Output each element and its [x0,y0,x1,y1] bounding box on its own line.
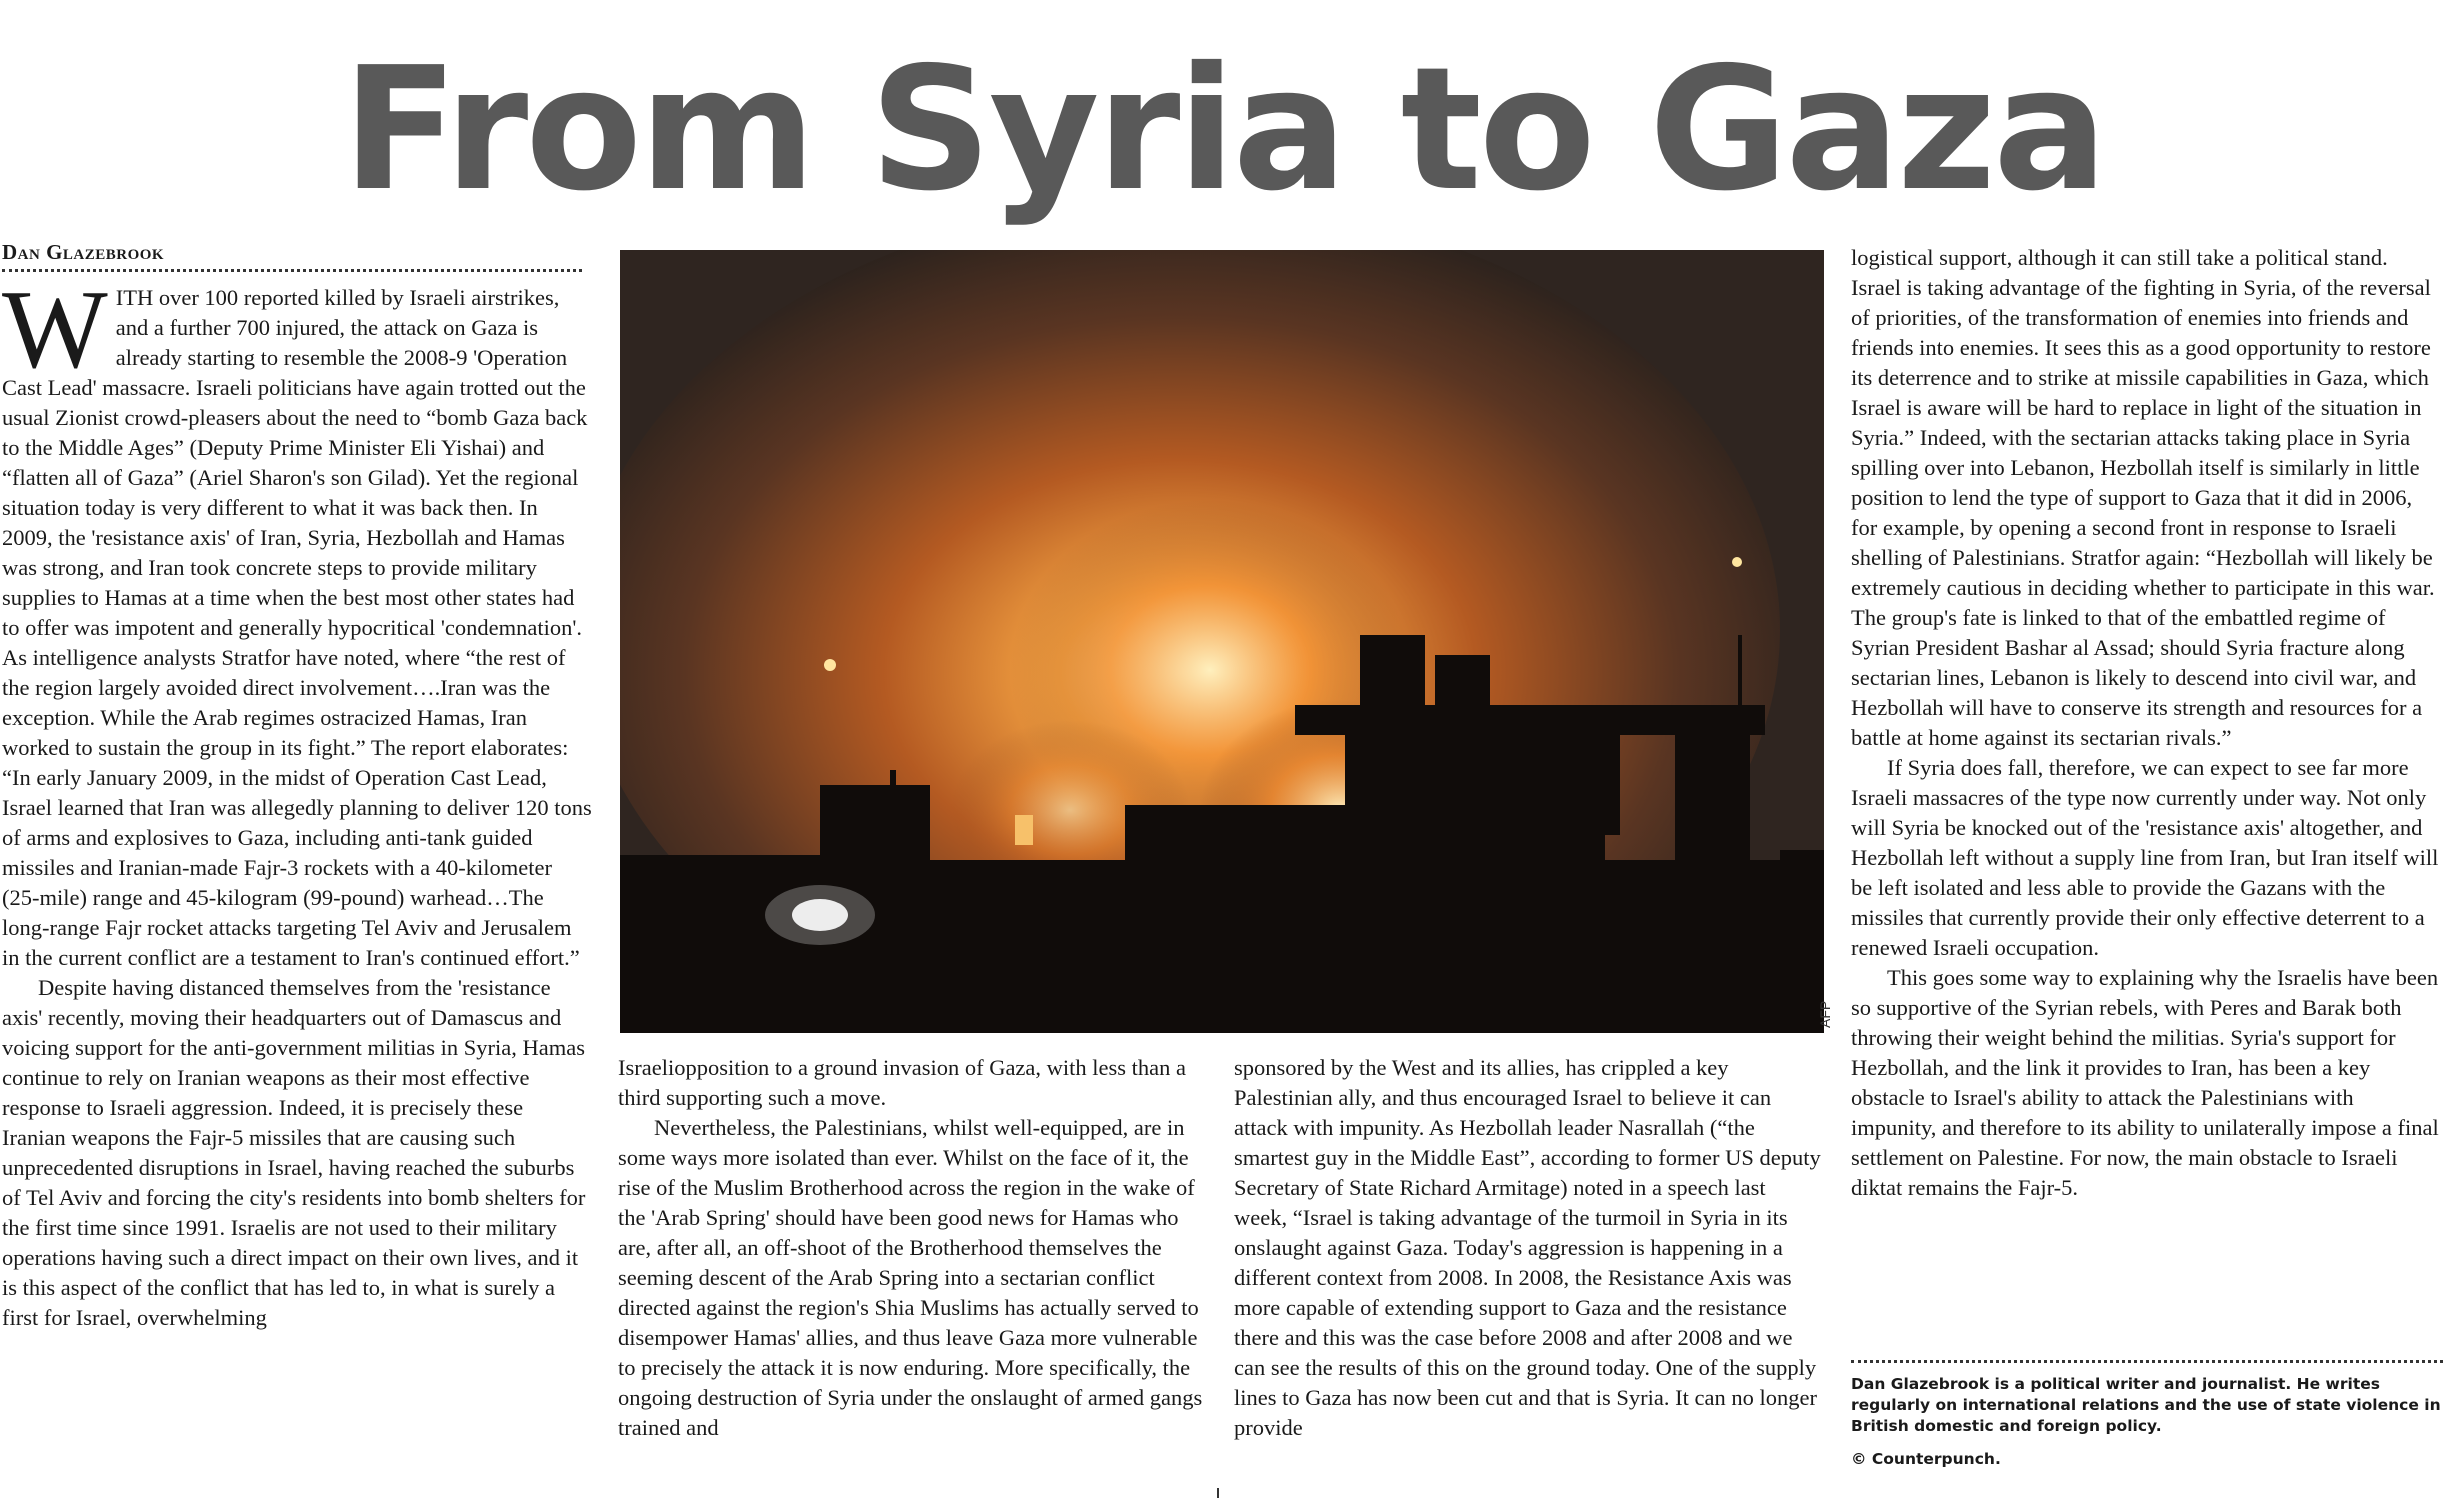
byline: Dan Glazebrook [2,240,582,272]
paragraph: Nevertheless, the Palestinians, whilst well-equipped, are in some ways more isolated than ever. Whilst on the face of it, the rise of the Muslim Brotherhood across the region in the wake of the 'Arab Spring' should have been good news for Hamas who are, after all, an off-shoot of the Brotherhood themselves the seeming descent of the Arab Spring into a sectarian conflict directed against the region's Shia Muslims has actually served to disempower Hamas' allies, and thus leave Gaza more vulnerable to precisely the attack it is now enduring. More specifically, the ongoing destruction of Syria under the onslaught of armed gangs trained and [618,1115,1203,1440]
paragraph: ITH over 100 reported killed by Israeli airstrikes, and a further 700 injured, the attack on Gaza is already starting to resemble the 2008-9 'Operation Cast Lead' massacre. Israeli politicians have again trotted out the usual Zionist crowd-pleasers about the need to “bomb Gaza back to the Middle Ages” (Deputy Prime Minister Eli Yishai) and “flatten all of Gaza” (Ariel Sharon's son Gilad). Yet the regional situation today is very different to what it was back then. In 2009, the 'resistance axis' of Iran, Syria, Hezbollah and Hamas was strong, and Iran took concrete steps to provide military supplies to Hamas at a time when the best most other states had to offer was impotent and generally hypocritical 'condemnation'. As intelligence analysts Stratfor have noted, where “the rest of the region largely avoided direct involvement….Iran was the exception. While the Arab regimes ostracized Hamas, Iran worked to sustain the group in its fight.” The report elaborates: “In early January 2009, in the midst of Operation Cast Lead, Israel learned that Iran was allegedly planning to deliver 120 tons of arms and explosives to Gaza, including anti-tank guided missiles and Iranian-made Fajr-3 rockets with a 40-kilometer (25-mile) range and 45-kilogram (99-pound) warhead…The long-range Fajr rocket attacks targeting Tel Aviv and Jerusalem in the current conflict are a testament to Iran's continued effort.” [2,285,592,970]
paragraph: sponsored by the West and its allies, has crippled a key Palestinian ally, and thus encouraged Israel to believe it can attack with impunity. As Hezbollah leader Nasrallah (“the smartest guy in the Middle East”, according to former US deputy Secretary of State Richard Armitage) noted in a speech last week, “Israel is taking advantage of the turmoil in Syria in its onslaught against Gaza. Today's aggression is happening in a different context from 2008. In 2008, the Resistance Axis was more capable of extending support to Gaza and the resistance there and this was the case before 2008 and after 2008 and we can see the results of this on the ground today. One of the supply lines to Gaza has now been cut and that is Syria. It can no longer provide [1234,1055,1821,1440]
paragraph: Israeliopposition to a ground invasion of Gaza, with less than a third supporting such a move. [618,1055,1187,1110]
drop-cap: W [2,268,108,392]
copyright: © Counterpunch. [1851,1450,2001,1468]
article-column-2 [618,1053,1206,1443]
article-column-3 [1234,1053,1822,1443]
divider [1851,1360,2443,1363]
author-bio: Dan Glazebrook is a political writer and journalist. He writes regularly on international relations and the use of state violence in British domestic and foreign policy. [1851,1375,2441,1435]
paragraph: logistical support, although it can still take a political stand. Israel is taking advantage of the fighting in Syria, of the reversal of priorities, of the transformation of enemies into friends and friends into enemies. It sees this as a good opportunity to restore its deterrence and to strike at missile capabilities in Gaza, which Israel is aware will be hard to replace in light of the situation in Syria.” Indeed, with the sectarian attacks taking place in Syria spilling over into Lebanon, Hezbollah itself is similarly in little position to lend the type of support to Gaza that it did in 2006, for example, by opening a second front in response to Israeli shelling of Palestinians. Stratfor again: “Hezbollah will likely be extremely cautious in deciding whether to participate in this war. The group's fate is linked to that of the embattled regime of Syrian President Bashar al Assad; should Syria fracture along sectarian lines, Lebanon is likely to descend into civil war, and Hezbollah will have to conserve its strength and resources for a battle at home against its sectarian rivals.” [1851,245,2435,750]
news-photo [620,250,1824,1033]
article-column-1 [2,268,592,1333]
paragraph: This goes some way to explaining why the Israelis have been so supportive of the Syrian rebels, with Peres and Barak both throwing their weight behind the militias. Syria's support for Hezbollah, and the link it provides to Iran, has been a key obstacle to Israel's ability to attack the Palestinians with impunity, and therefore to its ability to unilaterally impose a final settlement on Palestine. For now, the main obstacle to Israeli diktat remains the Fajr-5. [1851,965,2439,1200]
paragraph: If Syria does fall, therefore, we can expect to see far more Israeli massacres of the type now currently under way. Not only will Syria be knocked out of the 'resistance axis' altogether, and Hezbollah left without a supply line from Iran, but Iran itself will be left isolated and less able to provide the Gazans with the missiles that currently provide their only effective deterrent to a renewed Israeli occupation. [1851,755,2439,960]
explosion-photo-illustration [620,250,1824,1033]
paragraph: Despite having distanced themselves from the 'resistance axis' recently, moving their headquarters out of Damascus and voicing support for the anti-government militias in Syria, Hamas continue to rely on Iranian weapons as their most effective response to Israeli aggression. Indeed, it is precisely these Iranian weapons the Fajr-5 missiles that are causing such unprecedented disruptions in Israel, having reached the suburbs of Tel Aviv and forcing the city's residents into bomb shelters for the first time since 1991. Israelis are not used to their military operations having such a direct impact on their own lives, and it is this aspect of the conflict that has led to, in what is surely a first for Israel, overwhelming [2,975,586,1330]
headline: From Syria to Gaza [342,31,2105,229]
photo-credit: AFP [1817,1000,1833,1028]
page-fold-mark [1217,1488,1219,1498]
article-column-4 [1851,243,2443,1203]
